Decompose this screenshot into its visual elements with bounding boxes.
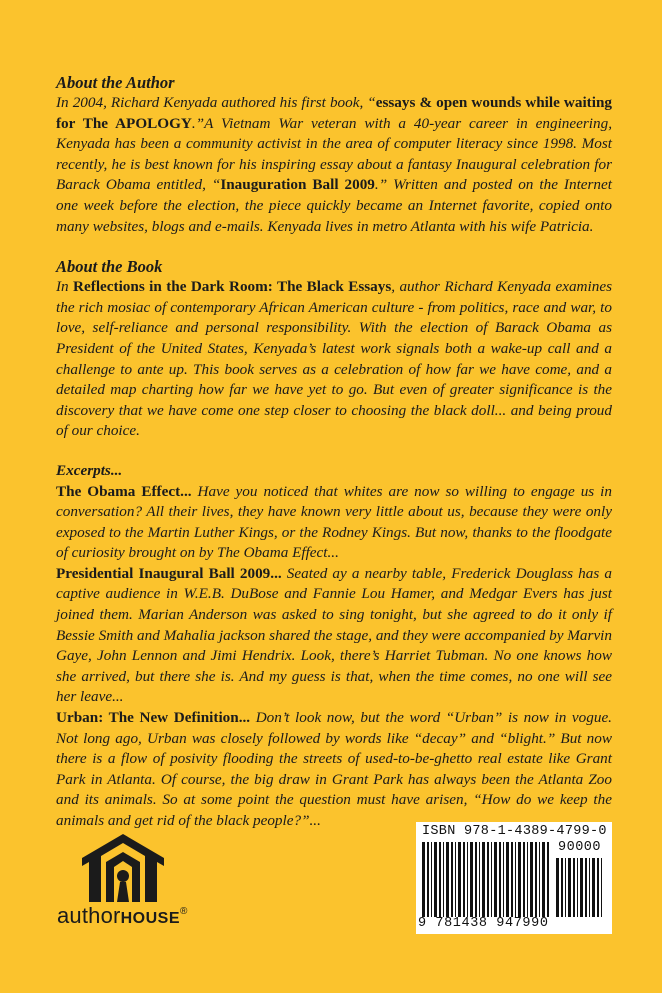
- publisher-name-part1: author: [57, 903, 121, 928]
- barcode-bar: [443, 842, 444, 917]
- book-text-1: In: [56, 278, 74, 296]
- first-book-title: essays & open wounds while waiting for The APOLOGY: [56, 94, 612, 132]
- about-author-text: [56, 93, 612, 237]
- excerpt-text: Have you noticed that whites are now so willing to engage us in conversation? All their lives, they have known very little about us, because they were only exposed to the Martin Luther Kings, or the Rodney Kings. But now, thanks to the floodgate of curiosity brought on by The Obama Effect...: [56, 482, 612, 562]
- barcode-bar: [565, 858, 566, 917]
- barcode-bar: [494, 842, 497, 917]
- about-book-section: [56, 256, 612, 442]
- barcode-bars: [422, 842, 550, 917]
- author-text-3: .” Written and posted on the Internet one week before the election, the piece quickly became an Internet favorite, copied onto many websites, blogs and e-mails. Kenyada lives in metro Atlanta with his wife Patricia.: [56, 176, 612, 235]
- cover-text: [56, 72, 612, 832]
- excerpt-title: The Obama Effect...: [56, 482, 192, 500]
- supplement-barcode-bars: [556, 858, 606, 917]
- barcode-bar: [592, 858, 595, 917]
- publisher-name-part2: HOUSE: [120, 910, 180, 927]
- barcode-bar: [446, 842, 449, 917]
- barcode-bar: [515, 842, 516, 917]
- barcode-bar: [431, 842, 432, 917]
- excerpt-item: [56, 708, 612, 832]
- ean-number: 9 781438 947990: [418, 916, 549, 931]
- publisher-logo-text: [57, 903, 188, 929]
- barcode-bar: [491, 842, 492, 917]
- book-text-2: , author Richard Kenyada examines the rich mosiac of contemporary African American culture - from politics, race and war, to love, self-reliance and personal responsibility. With the election of Barack Obama as President of the United States, Kenyada’s latest work signals both a wake-up call and a challenge to ante up. This book serves as a celebration of how far we have come, and a detailed map charting how far we have yet to go. But even of greater significance is the discovery that we have come one step closer to choosing the black doll... and being proud of our choice.: [56, 278, 612, 440]
- barcode-bar: [530, 842, 533, 917]
- excerpt-text: Seated ay a nearby table, Frederick Douglass has a captive audience in W.E.B. DuBose and Fannie Lou Hamer, and Medgar Evers has just joined them. Marian Anderson was asked to sing tonight, but she agreed to do it only if Bessie Smith and Mahalia jackson shared the stage, and they were accompanied by Marvin Gaye, John Lennon and Jimi Hendrix. Look, there’s Harriet Tubman. No one knows how she arrived, but there she is. And my guess is that, when the time comes, no one will see her leave...: [56, 564, 613, 706]
- excerpt-title: Presidential Inaugural Ball 2009...: [56, 564, 282, 582]
- barcode-bar: [511, 842, 513, 917]
- barcode-bar: [561, 858, 563, 917]
- barcode-bar: [535, 842, 537, 917]
- excerpt-title: Urban: The New Definition...: [56, 709, 251, 727]
- barcode-bar: [589, 858, 590, 917]
- barcode-bar: [547, 842, 549, 917]
- excerpt-item: [56, 564, 612, 708]
- author-text-1: In 2004, Richard Kenyada authored his first book, “: [56, 94, 376, 111]
- barcode-bar: [568, 858, 571, 917]
- barcode-bar: [475, 842, 477, 917]
- barcode-bar: [439, 842, 441, 917]
- barcode-bar: [499, 842, 501, 917]
- essay-title: Inauguration Ball 2009: [220, 176, 375, 194]
- authorhouse-logo-icon: [80, 832, 166, 904]
- barcode-bar: [573, 858, 575, 917]
- trademark-symbol: ®: [180, 906, 188, 917]
- barcode-bar: [434, 842, 437, 917]
- isbn-barcode: [416, 822, 612, 934]
- barcode-bar: [539, 842, 540, 917]
- about-book-text: [56, 277, 612, 442]
- barcode-bar: [506, 842, 509, 917]
- about-author-section: [56, 72, 612, 237]
- barcode-bar: [597, 858, 599, 917]
- barcode-bar: [467, 842, 468, 917]
- excerpts-heading: Excerpts...: [56, 461, 123, 479]
- barcode-bar: [601, 858, 602, 917]
- barcode-bar: [503, 842, 504, 917]
- barcode-bar: [451, 842, 453, 917]
- excerpt-text: Don’t look now, but the word “Urban” is now in vogue. Not long ago, Urban was closely followed by words like “decay” and “blight.” But now there is a flow of posivity flooding the streets of used-to-be-ghetto real estate like Grant Park in Atlanta. Of course, the big draw in Grant Park has always been the Atlanta Zoo and its animals. So at some point the question must have arisen, “How do we keep the animals and get rid of the black people?”...: [56, 709, 612, 829]
- barcode-bar: [463, 842, 465, 917]
- barcode-bar: [542, 842, 545, 917]
- barcode-bar: [577, 858, 578, 917]
- barcode-bar: [487, 842, 489, 917]
- barcode-bar: [556, 858, 559, 917]
- barcode-bar: [427, 842, 429, 917]
- excerpt-item: [56, 482, 612, 564]
- barcode-bar: [458, 842, 461, 917]
- about-author-heading: About the Author: [56, 73, 175, 92]
- barcode-bar: [523, 842, 525, 917]
- barcode-bar: [580, 858, 583, 917]
- excerpts-section: [56, 461, 612, 832]
- isbn-number: ISBN 978-1-4389-4799-0: [422, 824, 607, 839]
- barcode-bar: [470, 842, 473, 917]
- barcode-bar: [422, 842, 425, 917]
- barcode-bar: [482, 842, 485, 917]
- barcode-bar: [518, 842, 521, 917]
- barcode-bar: [479, 842, 480, 917]
- barcode-bar: [455, 842, 456, 917]
- price-code: 90000: [558, 840, 602, 855]
- about-book-heading: About the Book: [56, 257, 163, 277]
- barcode-bar: [527, 842, 528, 917]
- barcode-bar: [585, 858, 587, 917]
- book-title: Reflections in the Dark Room: The Black Essays: [73, 278, 392, 296]
- author-text-2: .”A Vietnam War veteran with a 40-year career in engineering, Kenyada has been a community activist in the area of computer literacy since 1998. Most recently, he is best known for his inspiring essay about a fantasy Inaugural celebration for Barack Obama entitled, “: [56, 114, 612, 194]
